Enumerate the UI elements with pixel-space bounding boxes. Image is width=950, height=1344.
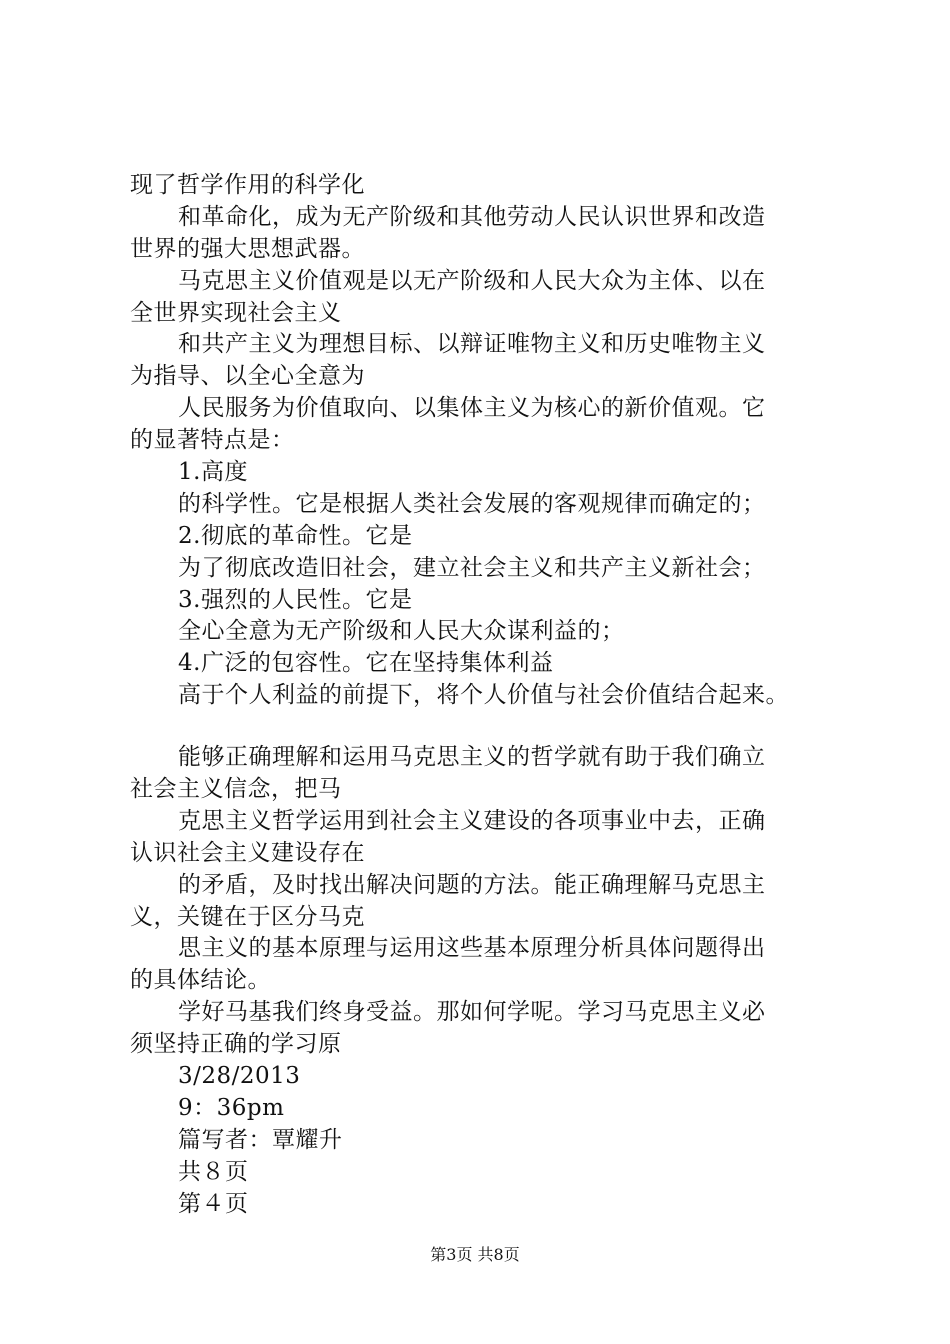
- total-pages-line: 共８页: [178, 1158, 249, 1185]
- text-line: 的科学性。它是根据人类社会发展的客观规律而确定的；: [178, 490, 766, 517]
- time-line: 9：36pm: [178, 1094, 285, 1121]
- text-line: 世界的强大思想武器。: [130, 235, 365, 262]
- text-line: 全心全意为无产阶级和人民大众谋利益的；: [178, 618, 625, 645]
- text-line: 1.高度: [178, 459, 248, 486]
- text-line: 社会主义信念，把马: [130, 776, 342, 803]
- text-line: 的显著特点是：: [130, 427, 295, 454]
- text-line: 认识社会主义建设存在: [130, 839, 365, 866]
- text-line: 4.广泛的包容性。它在坚持集体利益: [178, 650, 554, 677]
- paragraph-gap: [130, 712, 840, 742]
- text-line: 的矛盾，及时找出解决问题的方法。能正确理解马克思主: [178, 871, 766, 898]
- text-line: 须坚持正确的学习原: [130, 1031, 342, 1058]
- text-line: 义，关键在于区分马克: [130, 903, 365, 930]
- text-line: 思主义的基本原理与运用这些基本原理分析具体问题得出: [178, 935, 766, 962]
- author-line: 篇写者：覃耀升: [178, 1126, 343, 1153]
- text-line: 全世界实现社会主义: [130, 299, 342, 326]
- text-line: 为指导、以全心全意为: [130, 363, 365, 390]
- date-line: 3/28/2013: [178, 1063, 301, 1090]
- page-footer: 第3页 共8页: [430, 1245, 520, 1264]
- text-line: 马克思主义价值观是以无产阶级和人民大众为主体、以在: [178, 267, 766, 294]
- text-line: 现了哲学作用的科学化: [130, 172, 365, 198]
- text-line: 克思主义哲学运用到社会主义建设的各项事业中去，正确: [178, 807, 766, 834]
- current-page-line: 第４页: [178, 1190, 249, 1217]
- text-line: 3.强烈的人民性。它是: [178, 586, 413, 613]
- text-line: 高于个人利益的前提下，将个人价值与社会价值结合起来。: [178, 682, 789, 709]
- text-line: 学好马基我们终身受益。那如何学呢。学习马克思主义必: [178, 999, 766, 1026]
- text-line: 2.彻底的革命性。它是: [178, 522, 413, 549]
- text-line: 和革命化，成为无产阶级和其他劳动人民认识世界和改造: [178, 203, 766, 230]
- text-line: 的具体结论。: [130, 967, 271, 994]
- text-line: 人民服务为价值取向、以集体主义为核心的新价值观。它: [178, 395, 766, 422]
- text-line: 和共产主义为理想目标、以辩证唯物主义和历史唯物主义: [178, 331, 766, 358]
- text-line: 能够正确理解和运用马克思主义的哲学就有助于我们确立: [178, 744, 766, 771]
- document-body: [130, 170, 840, 1221]
- text-line: 为了彻底改造旧社会，建立社会主义和共产主义新社会；: [178, 554, 766, 581]
